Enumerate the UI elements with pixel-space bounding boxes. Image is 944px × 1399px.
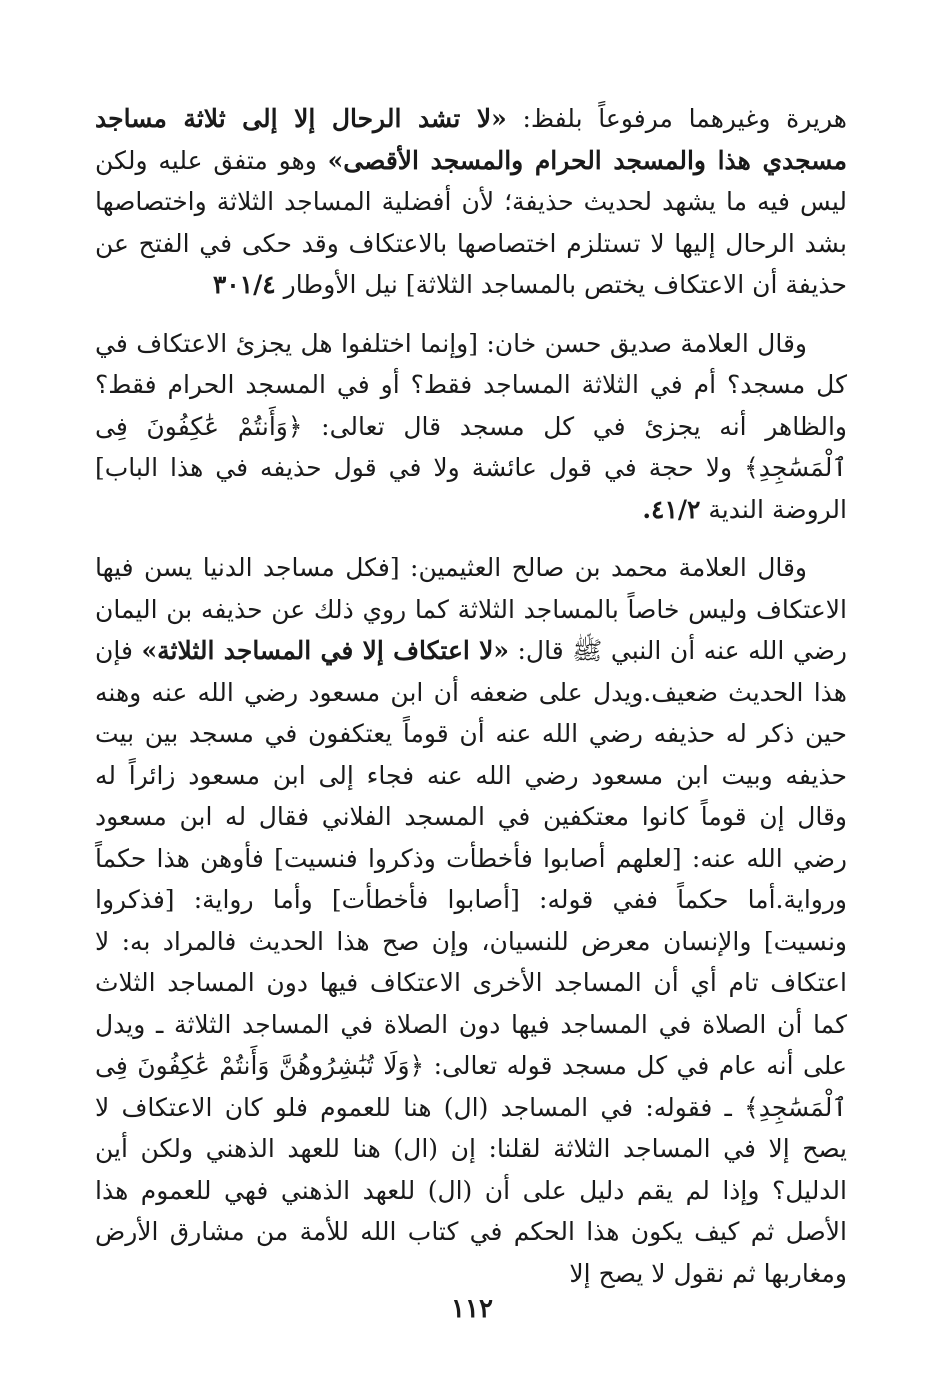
- quran-verse: ﴿وَلَا تُبَٰشِرُوهُنَّ وَأَنتُمْ عَٰكِفُونَ فِى ٱلْمَسَٰجِدِ﴾: [95, 1051, 847, 1122]
- text-segment: وقال العلامة صديق حسن خان: [وإنما اختلفوا هل يجزئ الاعتكاف في كل مسجد؟ أم في الثلاثة المساجد فقط؟ أو في المسجد الحرام فقط؟ والظاهر أنه يجزئ في كل مسجد قال تعالى:: [95, 328, 847, 441]
- paragraph-uthaymeen: [95, 547, 847, 1294]
- page-number: ١١٢: [451, 1294, 493, 1324]
- paragraph-hadith-travel: [95, 98, 847, 306]
- text-segment: هريرة وغيرهما مرفوعاً بلفظ:: [506, 104, 847, 133]
- paragraph-siddiq-hasan-khan: [95, 323, 847, 531]
- text-segment: فإن هذا الحديث ضعيف.ويدل على ضعفه أن ابن مسعود رضي الله عنه وهنه حين ذكر له حذيفه رضي الله عنه أن قوماً يعتكفون في مسجد بين بيت حذيفه وبيت ابن مسعود رضي الله عنه فجاء إلى ابن مسعود زائراً له وقال إن قوماً كانوا معتكفين في المسجد الفلاني فقال له ابن مسعود رضي الله عنه: [لعلهم أصابوا فأخطأت وذكروا فنسيت] فأوهن هذا حكماً ورواية.أما حكماً ففي قوله: [أصابوا فأخطأت] وأما رواية: [فذكروا ونسيت] والإنسان معرض للنسيان، وإن صح هذا الحديث فالمراد به: لا اعتكاف تام أي أن المساجد الأخرى الاعتكاف فيها دون المساجد الثلاث كما أن الصلاة في المساجد فيها دون الصلاة في المساجد الثلاثة ـ ويدل على أنه عام في كل مسجد قوله تعالى:: [95, 636, 848, 1080]
- reference-number: ٣٠١/٤: [212, 270, 276, 299]
- hadith-quote: «لا تشد الرحال إلا إلى ثلاثة مساجد مسجدي هذا والمسجد الحرام والمسجد الأقصى»: [95, 104, 847, 175]
- quran-verse: ﴿وَأَنتُمْ عَٰكِفُونَ فِى ٱلْمَسَٰجِدِ﴾: [95, 411, 847, 482]
- hadith-quote: «لا اعتكاف إلا في المساجد الثلاثة»: [141, 636, 509, 665]
- text-segment: وهو متفق عليه ولكن ليس فيه ما يشهد لحديث حذيفة؛ لأن أفضلية المساجد الثلاثة واختصاصها بشد الرحال إليها لا تستلزم اختصاصها بالاعتكاف وقد حكى في الفتح عن حذيفة أن الاعتكاف يختص بالمساجد الثلاثة] نيل الأوطار: [95, 145, 847, 299]
- text-segment: وقال العلامة محمد بن صالح العثيمين: [فكل مساجد الدنيا يسن فيها الاعتكاف وليس خاصاً بالمساجد الثلاثة كما روي ذلك عن حذيفه بن اليمان رضي الله عنه أن النبي ﷺ قال:: [95, 553, 847, 665]
- text-segment: ـ فقوله: في المساجد (ال) هنا للعموم فلو كان الاعتكاف لا يصح إلا في المساجد الثلاثة لقلنا: إن (ال) هنا للعهد الذهني ولكن أين الدليل؟ وإذا لم يقم دليل على أن (ال) للعهد الذهني فهي للعموم هذا الأصل ثم كيف يكون هذا الحكم في كتاب الله للأمة من مشارق الأرض ومغاربها ثم نقول لا يصح إلا: [95, 1092, 847, 1288]
- document-page: [95, 98, 847, 1294]
- text-segment: ولا حجة في قول عائشة ولا في قول حذيفه في هذا الباب] الروضة الندية: [95, 453, 847, 524]
- reference-number: ٤١/٢.: [642, 494, 701, 524]
